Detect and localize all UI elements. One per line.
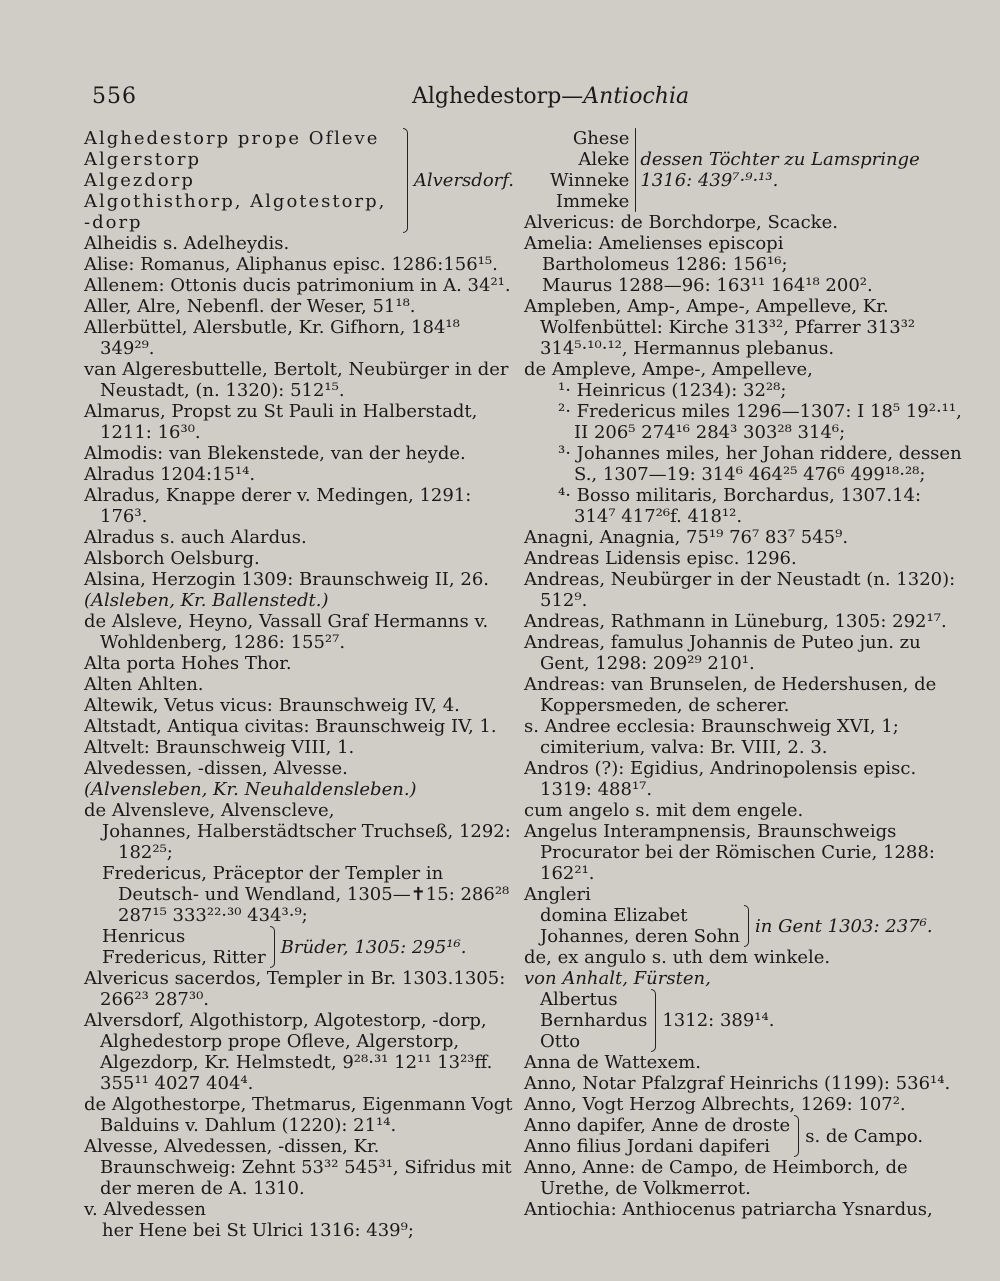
brueder-group bbox=[84, 926, 514, 968]
entry: (Alsleben, Kr. Ballenstedt.) bbox=[84, 590, 329, 611]
entry: von Anhalt, Fürsten, bbox=[524, 968, 711, 989]
list-item: Aleke bbox=[578, 149, 630, 170]
list-item: Albertus bbox=[540, 989, 618, 1010]
entry: Aller, Alre, Nebenfl. der Weser, 51¹⁸. bbox=[84, 296, 416, 317]
entry: Almarus, Propst zu St Pauli in Halberstadt, 1211: 16³⁰. bbox=[84, 401, 478, 443]
entry: Alvericus sacerdos, Templer in Br. 1303.1305: 266²³ 287³⁰. bbox=[84, 968, 506, 1010]
entry: Andreas, Rathmann in Lüneburg, 1305: 292¹⁷. bbox=[524, 611, 947, 632]
entry: Andreas Lidensis episc. 1296. bbox=[524, 548, 797, 569]
page-number: 556 bbox=[92, 84, 137, 109]
group-target: Alversdorf. bbox=[413, 170, 514, 191]
entry: Bartholomeus 1286: 156¹⁶; bbox=[542, 254, 788, 275]
entry: s. Andree ecclesia: Braunschweig XVI, 1; cimiterium, valva: Br. VIII, 2. 3. bbox=[524, 716, 899, 758]
entry: Johannes, Halberstädtscher Truchseß, 1292: 182²⁵; bbox=[102, 821, 511, 863]
entry: Alradus s. auch Alardus. bbox=[84, 527, 307, 548]
entry: cum angelo s. mit dem engele. bbox=[524, 800, 804, 821]
entry: de Alvensleve, Alvenscleve, bbox=[84, 800, 335, 821]
list-item: Anno dapifer, Anne de droste bbox=[524, 1115, 791, 1136]
entry: Allenem: Ottonis ducis patrimonium in A. 34²¹. bbox=[84, 275, 511, 296]
entry: Anna de Wattexem. bbox=[524, 1052, 701, 1073]
brace bbox=[270, 926, 275, 968]
list-item: Winneke bbox=[550, 170, 630, 191]
list-item: Johannes, deren Sohn bbox=[540, 926, 740, 947]
entry: her Hene bei St Ulrici 1316: 439⁹; bbox=[102, 1220, 414, 1241]
entry: Allerbüttel, Alersbutle, Kr. Gifhorn, 184¹⁸ 349²⁹. bbox=[84, 317, 460, 359]
entry: Angelus Interampnensis, Braunschweigs Procurator bei der Römischen Curie, 1288: 162²¹. bbox=[524, 821, 935, 884]
group-target: 1312: 389¹⁴. bbox=[662, 1010, 775, 1031]
entry: Alradus, Knappe derer v. Medingen, 1291: 176³. bbox=[84, 485, 472, 527]
entry: Alvericus: de Borchdorpe, Scacke. bbox=[524, 212, 838, 233]
brace bbox=[794, 1115, 799, 1157]
entry: Anagni, Anagnia, 75¹⁹ 76⁷ 83⁷ 545⁹. bbox=[524, 527, 849, 548]
entry: Antiochia: Anthiocenus patriarcha Ysnardus, bbox=[524, 1199, 933, 1220]
entry: Alsina, Herzogin 1309: Braunschweig II, 26. bbox=[84, 569, 489, 590]
brace bbox=[635, 128, 636, 212]
entry: Alheidis s. Adelheydis. bbox=[84, 233, 290, 254]
page-title: Alghedestorp—Antiochia bbox=[412, 84, 690, 109]
alversdorf-group bbox=[84, 128, 514, 233]
list-item: Anno filius Jordani dapiferi bbox=[524, 1136, 771, 1157]
entry: Alten Ahlten. bbox=[84, 674, 204, 695]
entry: Amelia: Amelienses episcopi bbox=[524, 233, 784, 254]
entry: de Ampleve, Ampe-, Ampelleve, bbox=[524, 359, 813, 380]
group-target: dessen Töchter zu Lamspringe 1316: 439⁷·⁹·¹³. bbox=[640, 149, 920, 191]
entry: Alvedessen, -dissen, Alvesse. bbox=[84, 758, 348, 779]
entry: Ampleben, Amp-, Ampe-, Ampelleve, Kr. Wolfenbüttel: Kirche 313³², Pfarrer 313³² 314⁵·¹⁰·¹², Hermannus plebanus. bbox=[524, 296, 916, 359]
entry: ¹· Heinricus (1234): 32²⁸; bbox=[558, 380, 787, 401]
entry: van Algeresbuttelle, Bertolt, Neubürger in der Neustadt, (n. 1320): 512¹⁵. bbox=[84, 359, 509, 401]
list-item: Algerstorp bbox=[84, 149, 201, 170]
list-item: Immeke bbox=[555, 191, 630, 212]
entry: Anno, Notar Pfalzgraf Heinrichs (1199): 536¹⁴. bbox=[524, 1073, 951, 1094]
anhalt-group bbox=[524, 989, 964, 1052]
entry: Anno, Anne: de Campo, de Heimborch, de Urethe, de Volkmerrot. bbox=[524, 1157, 908, 1199]
campo-group bbox=[524, 1115, 964, 1157]
entry: Alversdorf, Algothistorp, Algotestorp, -dorp, Alghedestorp prope Ofleve, Algerstorp, Algezdorp, Kr. Helmstedt, 9²⁸·³¹ 12¹¹ 13²³ff. 355¹¹ 4027 404⁴. bbox=[84, 1010, 493, 1094]
entry: Altvelt: Braunschweig VIII, 1. bbox=[84, 737, 355, 758]
list-item: Henricus bbox=[102, 926, 186, 947]
brace bbox=[651, 989, 656, 1052]
list-item: Alghedestorp prope Ofleve bbox=[84, 128, 380, 149]
list-item: Algothisthorp, Algotestorp, -dorp bbox=[84, 191, 387, 233]
entry: Altewik, Vetus vicus: Braunschweig IV, 4. bbox=[84, 695, 460, 716]
entry: Andreas: van Brunselen, de Hedershusen, de Koppersmeden, de scherer. bbox=[524, 674, 937, 716]
entry: Alvesse, Alvedessen, -dissen, Kr. Braunschweig: Zehnt 53³² 545³¹, Sifridus mit der meren de A. 1310. bbox=[84, 1136, 512, 1199]
entry: ⁴· Bosso militaris, Borchardus, 1307.14: 314⁷ 417²⁶f. 418¹². bbox=[558, 485, 922, 527]
entry: v. Alvedessen bbox=[84, 1199, 206, 1220]
entry: Alta porta Hohes Thor. bbox=[84, 653, 292, 674]
entry: Andreas, famulus Johannis de Puteo jun. zu Gent, 1298: 209²⁹ 210¹. bbox=[524, 632, 921, 674]
entry: ³· Johannes miles, her Johan riddere, dessen S., 1307—19: 314⁶ 464²⁵ 476⁶ 499¹⁸·²⁸; bbox=[558, 443, 962, 485]
group-target: Brüder, 1305: 295¹⁶. bbox=[280, 936, 467, 958]
right-column bbox=[524, 128, 964, 1220]
left-column bbox=[84, 128, 514, 1241]
entry: Maurus 1288—96: 163¹¹ 164¹⁸ 200². bbox=[542, 275, 873, 296]
gent-group bbox=[524, 905, 964, 947]
toechter-group bbox=[524, 128, 964, 212]
brace bbox=[403, 128, 407, 233]
entry: Alradus 1204:15¹⁴. bbox=[84, 464, 256, 485]
brace bbox=[744, 905, 749, 947]
list-item: Bernhardus bbox=[540, 1010, 648, 1031]
group-target: s. de Campo. bbox=[805, 1125, 924, 1147]
entry: Altstadt, Antiqua civitas: Braunschweig IV, 1. bbox=[84, 716, 497, 737]
list-item: Algezdorp bbox=[84, 170, 195, 191]
entry: Alise: Romanus, Aliphanus episc. 1286:156¹⁵. bbox=[84, 254, 498, 275]
entry: Andreas, Neubürger in der Neustadt (n. 1320): 512⁹. bbox=[524, 569, 956, 611]
entry: Anno, Vogt Herzog Albrechts, 1269: 107². bbox=[524, 1094, 906, 1115]
entry: (Alvensleben, Kr. Neuhaldensleben.) bbox=[84, 779, 417, 800]
entry: de, ex angulo s. uth dem winkele. bbox=[524, 947, 831, 968]
entry: Almodis: van Blekenstede, van der heyde. bbox=[84, 443, 466, 464]
entry: Fredericus, Präceptor der Templer in Deutsch- und Wendland, 1305—✝15: 286²⁸ 287¹⁵ 333²²·³⁰ 434³·⁹; bbox=[102, 863, 510, 926]
entry: Angleri bbox=[524, 884, 591, 905]
entry: de Alsleve, Heyno, Vassall Graf Hermanns v. Wohldenberg, 1286: 155²⁷. bbox=[84, 611, 489, 653]
list-item: Fredericus, Ritter bbox=[102, 947, 266, 968]
list-item: Otto bbox=[540, 1031, 581, 1052]
list-item: domina Elizabet bbox=[540, 905, 688, 926]
entry: ²· Fredericus miles 1296—1307: I 18⁵ 19²·¹¹, II 206⁵ 274¹⁶ 284³ 303²⁸ 314⁶; bbox=[558, 401, 962, 443]
group-target: in Gent 1303: 237⁶. bbox=[755, 915, 933, 937]
entry: Andros (?): Egidius, Andrinopolensis episc. 1319: 488¹⁷. bbox=[524, 758, 917, 800]
entry: de Algothestorpe, Thetmarus, Eigenmann Vogt Balduins v. Dahlum (1220): 21¹⁴. bbox=[84, 1094, 513, 1136]
entry: Alsborch Oelsburg. bbox=[84, 548, 260, 569]
list-item: Ghese bbox=[572, 128, 630, 149]
